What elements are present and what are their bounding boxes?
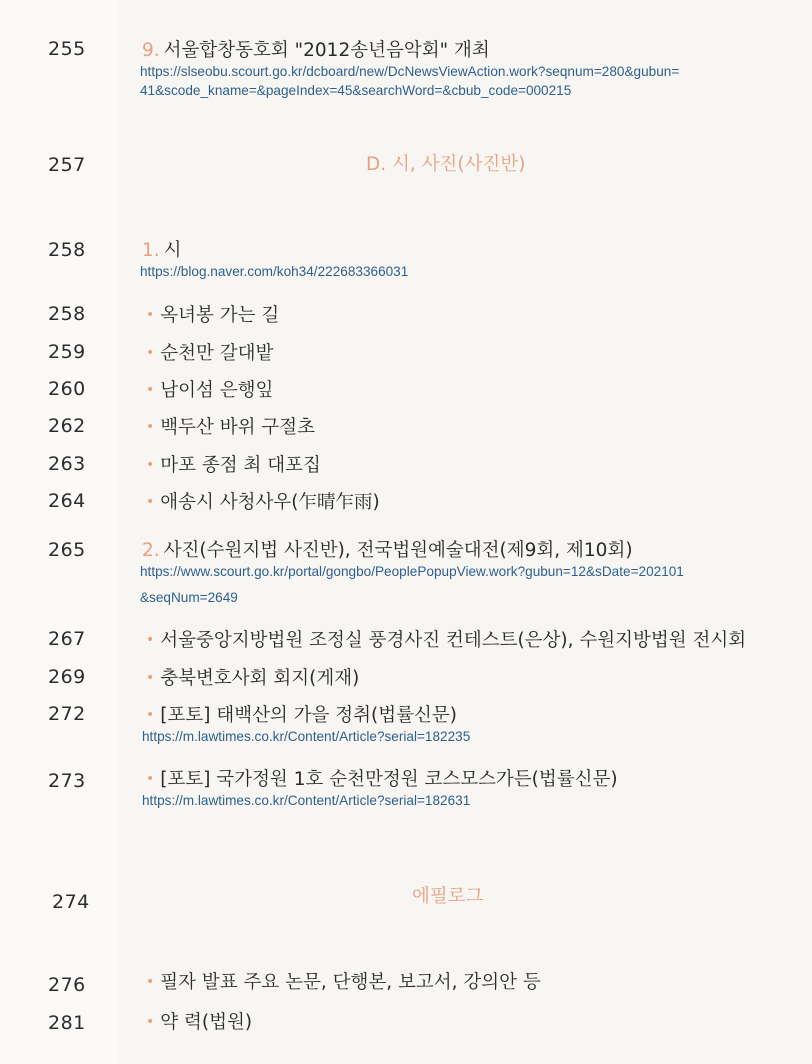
toc-bullet-item xyxy=(146,664,359,690)
toc-bullet-item xyxy=(146,701,457,727)
page-number: 281 xyxy=(48,1012,86,1034)
entry-text: 사진(수원지법 사진반), 전국법원예술대전(제9회, 제10회) xyxy=(163,540,633,561)
bullet-icon: • xyxy=(146,670,155,686)
entry-url[interactable]: https://m.lawtimes.co.kr/Content/Article?serial=182631 xyxy=(142,793,471,808)
entry-url[interactable]: https://blog.naver.com/koh34/222683366031 xyxy=(140,264,409,279)
toc-entry-title xyxy=(142,36,490,62)
toc-bullet-item xyxy=(146,765,618,791)
toc-entry-title xyxy=(142,536,633,562)
entry-text: 시 xyxy=(163,240,182,261)
bullet-text: 서울중앙지방법원 조정실 풍경사진 컨테스트(은상), 수원지방법원 전시회 xyxy=(160,630,747,651)
bullet-text: 약 력(법원) xyxy=(160,1012,253,1033)
page-number: 264 xyxy=(48,490,86,512)
entry-number: 2. xyxy=(142,540,160,561)
bullet-text: 필자 발표 주요 논문, 단행본, 보고서, 강의안 등 xyxy=(160,972,541,993)
bullet-text: 애송시 사청사우(乍晴乍雨) xyxy=(160,492,380,513)
page-number: 259 xyxy=(48,341,86,363)
bullet-text: 순천만 갈대밭 xyxy=(160,343,274,364)
section-heading: D. 시, 사진(사진반) xyxy=(366,154,526,175)
page-number: 272 xyxy=(48,703,86,725)
bullet-text: [포토] 국가정원 1호 순천만정원 코스모스가든(법률신문) xyxy=(160,769,618,790)
page-number: 276 xyxy=(48,974,86,996)
toc-bullet-item xyxy=(146,413,315,439)
bullet-icon: • xyxy=(146,494,155,510)
section-heading: 에필로그 xyxy=(412,886,484,907)
page-number: 260 xyxy=(48,378,86,400)
page-number: 257 xyxy=(48,154,86,176)
bullet-text: 마포 종점 최 대포집 xyxy=(160,455,321,476)
page-number: 265 xyxy=(48,539,86,561)
bullet-icon: • xyxy=(146,457,155,473)
toc-bullet-item xyxy=(146,968,541,994)
toc-bullet-item xyxy=(146,451,321,477)
entry-url[interactable]: https://www.scourt.go.kr/portal/gongbo/PeoplePopupView.work?gubun=12&sDate=202101 xyxy=(140,564,684,579)
bullet-text: 옥녀봉 가는 길 xyxy=(160,305,280,326)
bullet-icon: • xyxy=(146,707,155,723)
entry-url[interactable]: https://m.lawtimes.co.kr/Content/Article?serial=182235 xyxy=(142,729,471,744)
entry-text: 서울합창동호회 "2012송년음악회" 개최 xyxy=(163,40,490,61)
page-number: 269 xyxy=(48,666,86,688)
toc-entry-title xyxy=(142,236,182,262)
bullet-text: 남이섬 은행잎 xyxy=(160,380,274,401)
entry-number: 1. xyxy=(142,240,160,261)
entry-url-continued[interactable]: &seqNum=2649 xyxy=(140,590,238,605)
bullet-icon: • xyxy=(146,345,155,361)
toc-bullet-item xyxy=(146,376,273,402)
bullet-icon: • xyxy=(146,307,155,323)
entry-number: 9. xyxy=(142,40,160,61)
page-number: 262 xyxy=(48,415,86,437)
bullet-icon: • xyxy=(146,974,155,990)
page-number: 258 xyxy=(48,239,86,261)
entry-url[interactable]: https://slseobu.scourt.go.kr/dcboard/new/DcNewsViewAction.work?seqnum=280&gubun= xyxy=(140,64,680,79)
bullet-text: 백두산 바위 구절초 xyxy=(160,417,315,438)
page-number: 267 xyxy=(48,628,86,650)
bullet-text: 충북변호사회 회지(게재) xyxy=(160,668,360,689)
entry-url-continued[interactable]: 41&scode_kname=&pageIndex=45&searchWord=&cbub_code=000215 xyxy=(140,83,572,98)
bullet-icon: • xyxy=(146,632,155,648)
bullet-icon: • xyxy=(146,1014,155,1030)
toc-bullet-item xyxy=(146,626,746,652)
toc-bullet-item xyxy=(146,339,273,365)
bullet-icon: • xyxy=(146,771,155,787)
page-number: 274 xyxy=(52,891,90,913)
page-number: 273 xyxy=(48,770,86,792)
toc-bullet-item xyxy=(146,301,279,327)
toc-bullet-item xyxy=(146,1008,252,1034)
page-number: 255 xyxy=(48,38,86,60)
bullet-icon: • xyxy=(146,419,155,435)
toc-bullet-item xyxy=(146,488,380,514)
bullet-text: [포토] 태백산의 가을 정취(법률신문) xyxy=(160,705,457,726)
bullet-icon: • xyxy=(146,382,155,398)
page-number: 263 xyxy=(48,453,86,475)
page-number: 258 xyxy=(48,303,86,325)
